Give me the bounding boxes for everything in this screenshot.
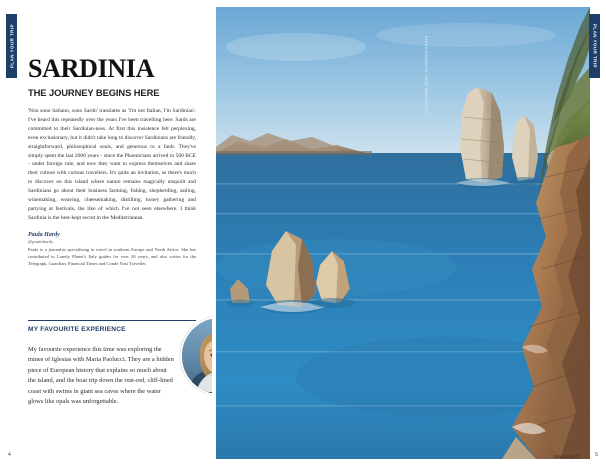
left-page (0, 0, 212, 466)
favourite-divider (28, 320, 196, 321)
section-tab-left (6, 14, 17, 78)
right-page (212, 0, 606, 466)
intro-paragraph: 'Non sono italiano, sono Sardo' translates as 'I'm not Italian, I'm Sardinian'. I've heard this repeatedly over the years I've been travelling here. Sards are committed to their Sardinian-ness. At first this insistence felt perplexing, even exclusionary, but it didn't take long to discover Sardinians are friendly, straightforward, philosophical souls, and generous to a fault. They've simply spent the last 2000 years - since the Phoenicians arrived in 500 BCE - under foreign rule, and now they want to express themselves and share their culture with curious travellers. It's quite an invitation, as there's much to discover on this island where nature remains magically unspoilt and Sardinians go about their business farming, fishing, shepherding, sailing, winemaking, weaving, cheesemaking, distilling, honey gathering and partying at festivals, the like of which I've not seen elsewhere. I think Sardinia is the best-kept secret in the Mediterranean. (28, 108, 196, 221)
folio-left: 4 (8, 452, 11, 458)
favourite-text: My favourite experience this time was exploring the mines of Iglesias with Maria Paolucci. They are a hidden piece of European history that explains so much about the island, and the boat trip down the rust-red, cliff-lined coast with swims in giant sea caves where the water glows like opals was unforgettable. (28, 346, 174, 405)
author-bio: Paula is a journalist specialising in travel in southern Europe and North Africa. She has contributed to Lonely Planet's Italy guides for over 20 years, and also writes for the Telegraph, Guardian, Financial Times and Conde Nast Traveller. (28, 246, 196, 266)
favourite-heading: MY FAVOURITE EXPERIENCE (28, 326, 126, 333)
folio-right: 5 (595, 452, 598, 458)
photo-credit: ELENA ODAREEVA / SHUTTERSTOCK © (424, 36, 428, 114)
page-title: SARDINIA (28, 54, 155, 83)
photo-caption: Masua (p87) (554, 454, 580, 459)
coastline-photo-illustration (216, 7, 590, 459)
section-tab-left-label: PLAN YOUR TRIP (9, 24, 14, 68)
author-handle: @paulahardy (28, 238, 54, 244)
page-subtitle: THE JOURNEY BEGINS HERE (28, 87, 160, 98)
section-tab-right-label: PLAN YOUR TRIP (592, 24, 597, 68)
section-tab-right (589, 14, 600, 78)
left-page-content (28, 56, 196, 267)
hero-photo (216, 7, 590, 459)
author-name: Paula Hardy (28, 231, 60, 238)
